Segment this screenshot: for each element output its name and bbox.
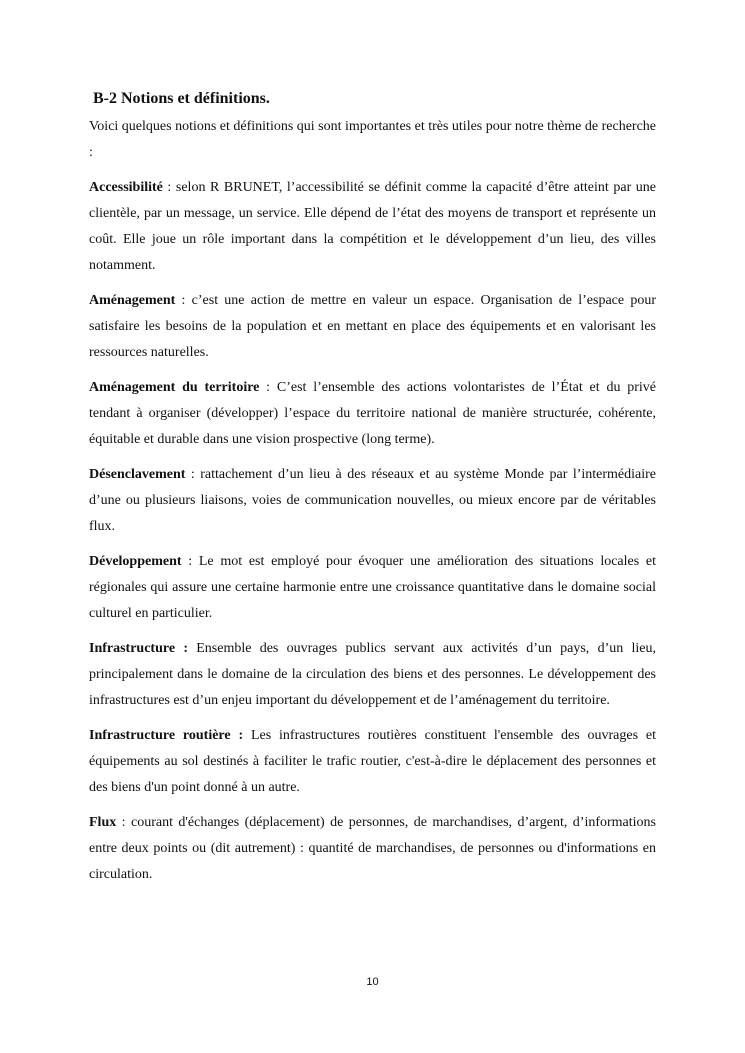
definition-separator: : [259,380,277,395]
definition-text: rattachement d’un lieu à des réseaux et au système Monde par l’intermédiaire d’une ou plusieurs liaisons, voies de communication nouvelles, ou mieux encore par de véritables flux. [89,467,656,534]
definition-separator: : [181,554,199,569]
definition-text: c’est une action de mettre en valeur un espace. Organisation de l’espace pour satisfaire les besoins de la population et en mettant en place des équipements et en valorisant les ressources naturelles. [89,293,656,360]
definition-flux [89,810,656,888]
page-body [89,88,656,897]
definition-separator [243,728,251,743]
definition-amenagement [89,288,656,366]
page-number: 10 [366,976,379,988]
definition-term: Aménagement du territoire [89,380,260,395]
definition-amenagement-territoire [89,375,656,453]
definition-accessibilite [89,175,656,279]
definition-separator: : [162,180,176,195]
definition-desenclavement [89,462,656,540]
definition-separator: : [185,467,201,482]
definition-infrastructure-routiere [89,723,656,801]
definition-separator: : [116,815,131,830]
definition-text: Les infrastructures routières constituent l'ensemble des ouvrages et équipements au sol destinés à faciliter le trafic routier, c'est-à-dire le déplacement des personnes et des biens d'un point donné à un autre. [89,728,656,795]
definition-term: Développement [89,554,182,569]
definition-term: Flux [89,815,117,830]
section-title: B-2 Notions et définitions. [93,90,270,107]
definition-text: selon R BRUNET, l’accessibilité se définit comme la capacité d’être atteint par une clientèle, par un message, un service. Elle dépend de l’état des moyens de transport et représente un coût. Elle joue un rôle important dans la compétition et le développement d’un lieu, des villes notamment. [89,180,657,273]
definition-term: Infrastructure : [89,641,188,656]
definition-infrastructure [89,636,656,714]
definition-text: Le mot est employé pour évoquer une amélioration des situations locales et régionales qui assure une certaine harmonie entre une croissance quantitative dans le domaine social culturel en particulier. [89,554,656,621]
definition-term: Aménagement [89,293,176,308]
intro-paragraph: Voici quelques notions et définitions qui sont importantes et très utiles pour notre thème de recherche : [89,119,656,160]
definition-separator: : [175,293,192,308]
definition-developpement [89,549,656,627]
definition-term: Accessibilité [89,180,163,195]
definition-separator [188,641,196,656]
definition-term: Désenclavement [89,467,186,482]
definition-text: Ensemble des ouvrages publics servant aux activités d’un pays, d’un lieu, principalement dans le domaine de la circulation des biens et des personnes. Le développement des infrastructures est d’un enjeu important du développement et de l’aménagement du territoire. [89,641,656,708]
definition-text: C’est l’ensemble des actions volontaristes de l’État et du privé tendant à organiser (développer) l’espace du territoire national de manière structurée, cohérente, équitable et durable dans une vision prospective (long terme). [89,380,657,447]
definition-term: Infrastructure routière : [89,728,244,743]
definition-text: courant d'échanges (déplacement) de personnes, de marchandises, d’argent, d’informations entre deux points ou (dit autrement) : quantité de marchandises, de personnes ou d'informations en circulation. [89,815,656,882]
